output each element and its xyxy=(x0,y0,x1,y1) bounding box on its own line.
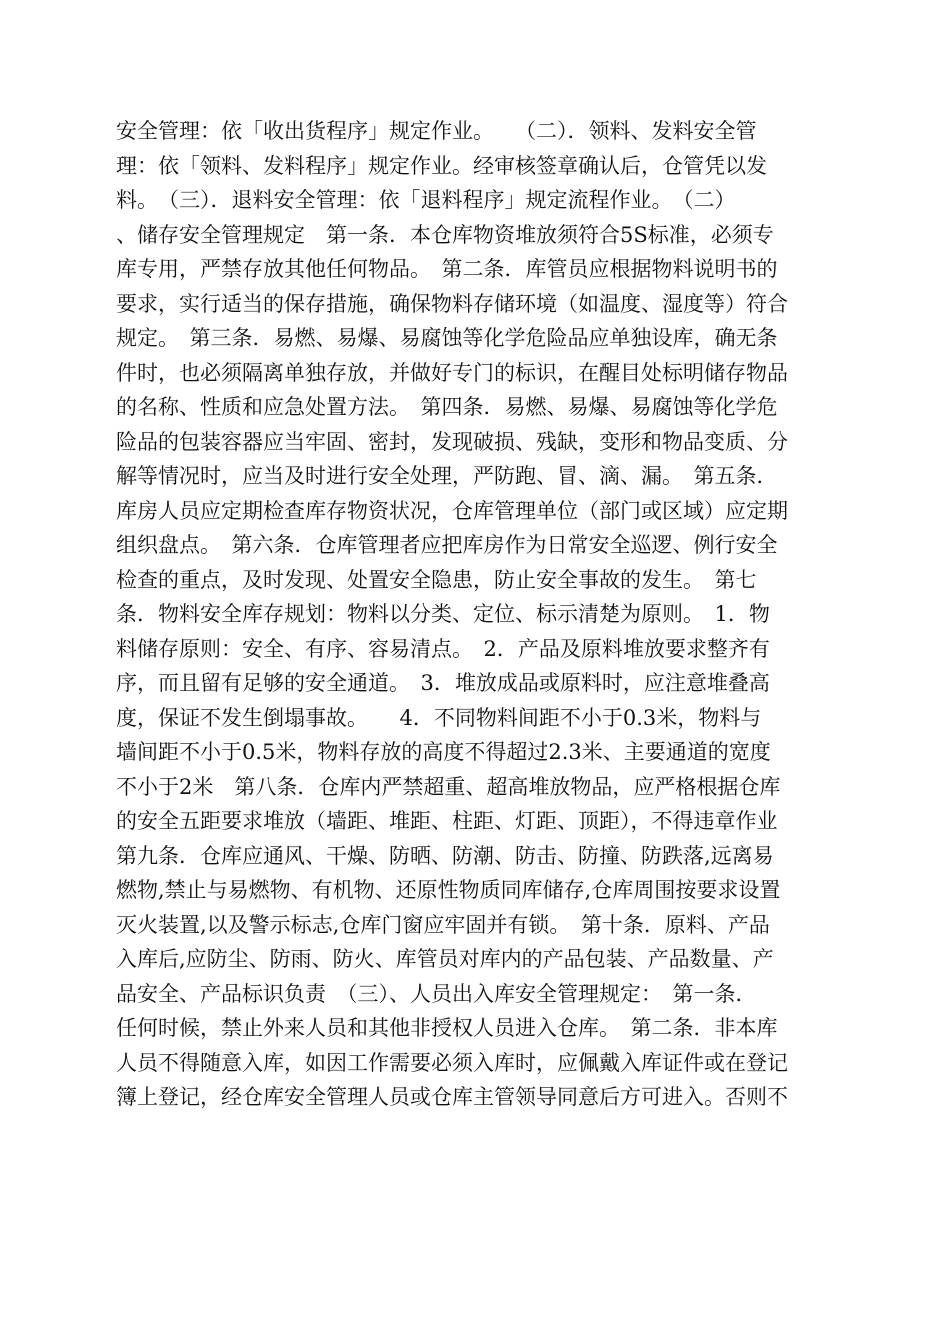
text-line: 燃物,禁止与易燃物、有机物、还原性物质同库储存,仓库周围按要求设置 xyxy=(116,878,781,902)
text-line: 度，保证不发生倒塌事故。 4．不同物料间距不小于0.3米，物料与 xyxy=(116,705,762,730)
text-line: 组织盘点。 第六条．仓库管理者应把库房作为日常安全巡逻、例行安全 xyxy=(116,533,778,557)
text-line: 第九条．仓库应通风、干燥、防晒、防潮、防击、防撞、防跌落,远离易 xyxy=(116,843,774,868)
text-line: 墙间距不小于0.5米，物料存放的高度不得超过2.3米、主要通道的宽度 xyxy=(116,740,771,764)
text-line: 安全管理：依「收出货程序」规定作业。 （二）．领料、发料安全管 xyxy=(116,119,757,143)
text-line: 灭火装置,以及警示标志,仓库门窗应牢固并有锁。 第十条．原料、产品 xyxy=(116,912,770,937)
text-line: 库专用，严禁存放其他任何物品。 第二条．库管员应根据物料说明书的 xyxy=(116,257,778,281)
text-line: 、储存安全管理规定 第一条．本仓库物资堆放须符合5S标准，必须专 xyxy=(116,222,774,247)
text-line: 要求，实行适当的保存措施，确保物料存储环境（如温度、湿度等）符合 xyxy=(116,291,788,316)
text-line: 品安全、产品标识负责 （三）、人员出入库安全管理规定： 第一条． xyxy=(116,981,757,1006)
text-line: 序，而且留有足够的安全通道。 3．堆放成品或原料时，应注意堆叠高 xyxy=(116,671,770,695)
body-text xyxy=(116,114,836,1115)
text-line: 的名称、性质和应急处置方法。 第四条．易燃、易爆、易腐蚀等化学危 xyxy=(116,395,778,419)
text-line: 条．物料安全库存规划：物料以分类、定位、标示清楚为原则。 1．物 xyxy=(116,602,770,626)
text-line: 入库后,应防尘、防雨、防火、库管员对库内的产品包装、产品数量、产 xyxy=(116,947,774,971)
text-line: 不小于2米 第八条．仓库内严禁超重、超高堆放物品，应严格根据仓库 xyxy=(116,774,781,799)
text-line: 任何时候，禁止外来人员和其他非授权人员进入仓库。 第二条．非本库 xyxy=(116,1016,778,1040)
text-line: 解等情况时，应当及时进行安全处理，严防跑、冒、滴、漏。 第五条． xyxy=(116,464,778,488)
text-line: 规定。 第三条．易燃、易爆、易腐蚀等化学危险品应单独设库，确无条 xyxy=(116,326,778,350)
text-line: 件时，也必须隔离单独存放，并做好专门的标识，在醒目处标明储存物品 xyxy=(116,360,788,385)
text-line: 库房人员应定期检查库存物资状况，仓库管理单位（部门或区域）应定期 xyxy=(116,498,788,523)
text-line: 料储存原则：安全、有序、容易清点。 2．产品及原料堆放要求整齐有 xyxy=(116,636,770,661)
text-line: 簿上登记，经仓库安全管理人员或仓库主管领导同意后方可进入。否则不 xyxy=(116,1085,788,1109)
text-line: 料。 （三）．退料安全管理：依「退料程序」规定流程作业。 （二） xyxy=(116,188,736,212)
text-line: 的安全五距要求堆放（墙距、堆距、柱距、灯距、顶距），不得违章作业 xyxy=(116,809,778,833)
text-line: 检查的重点，及时发现、处置安全隐患，防止安全事故的发生。 第七 xyxy=(116,567,757,592)
text-line: 险品的包装容器应当牢固、密封，发现破损、残缺，变形和物品变质、分 xyxy=(116,429,788,454)
text-line: 人员不得随意入库，如因工作需要必须入库时，应佩戴入库证件或在登记 xyxy=(116,1050,788,1075)
text-line: 理：依「领料、发料程序」规定作业。经审核签章确认后，仓管凭以发 xyxy=(116,153,767,178)
